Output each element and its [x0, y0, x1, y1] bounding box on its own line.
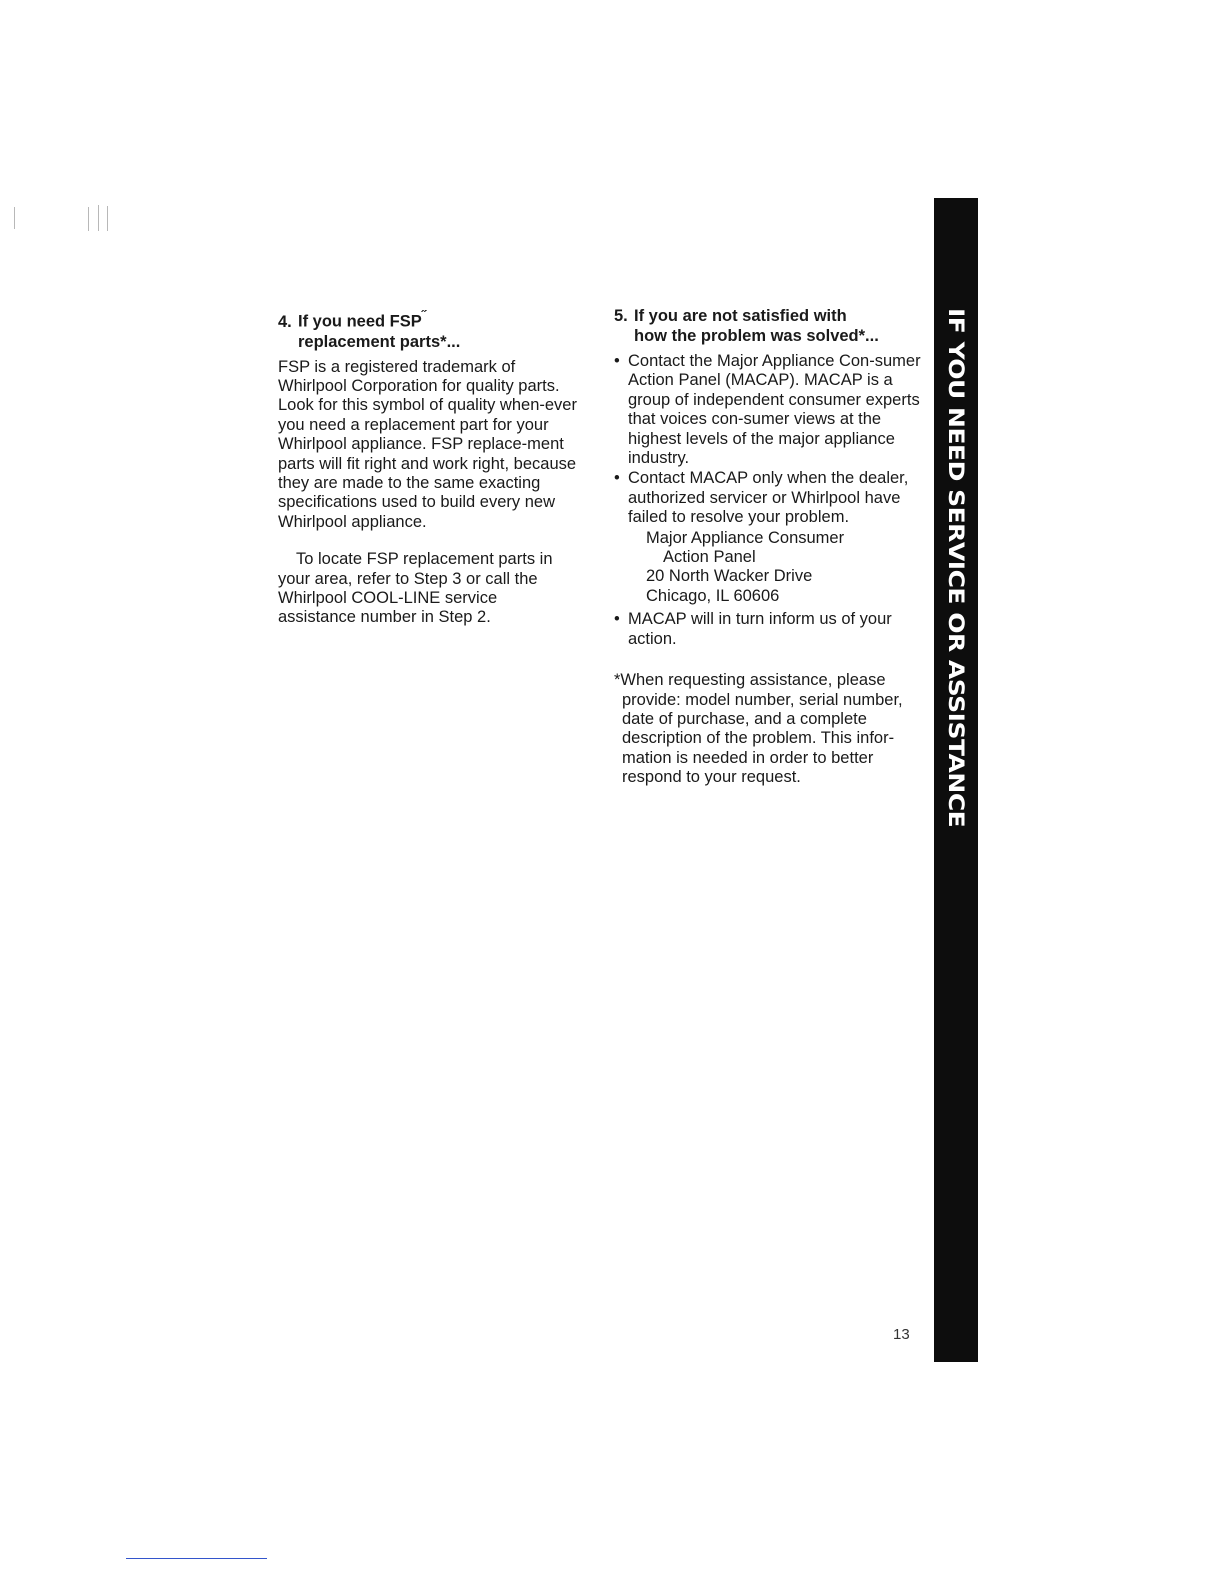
heading-line: how the problem was solved*...: [634, 327, 879, 345]
bullet-item: • MACAP will in turn inform us of your action.: [614, 610, 924, 649]
section-heading: [614, 306, 924, 346]
scan-artifact-mark: [14, 207, 15, 229]
step-number: 4.: [278, 312, 292, 331]
section-not-satisfied: [614, 306, 924, 788]
body-paragraph: To locate FSP replacement parts in your area, refer to Step 3 or call the Whirlpool COOL-LINE service assistance number in Step 2.: [278, 550, 553, 627]
address-line: Action Panel: [663, 548, 756, 567]
page-number: 13: [893, 1326, 910, 1343]
scan-artifact-mark: [98, 205, 99, 231]
scan-artifact-mark: [88, 207, 89, 231]
bullet-item: • Contact the Major Appliance Con-sumer Action Panel (MACAP). MACAP is a group of independent consumer experts that voices con-sumer views at the highest levels of the major appliance industry.: [614, 352, 924, 468]
scan-artifact-mark: [107, 206, 108, 231]
macap-address: [614, 529, 924, 607]
section-replacement-parts: [278, 306, 578, 628]
bottom-rule: [126, 1558, 267, 1559]
bullet-item: • Contact MACAP only when the dealer, authorized servicer or Whirlpool have failed to resolve your problem.: [614, 469, 924, 527]
side-tab-label: IF YOU NEED SERVICE OR ASSISTANCE: [944, 308, 969, 828]
trademark-mark: ˝: [421, 308, 427, 323]
body-paragraph: FSP is a registered trademark of Whirlpool Corporation for quality parts. Look for this symbol of quality when-ever you need a replacement part for your Whirlpool appliance. FSP replace-ment parts will fit right and work right, because they are made to the same exacting specifications used to build every new Whirlpool appliance.: [278, 357, 577, 531]
address-line: Major Appliance Consumer: [646, 528, 845, 547]
heading-line: If you need FSP: [298, 312, 422, 331]
step-number: 5.: [614, 307, 628, 325]
heading-line: If you are not satisfied with: [634, 307, 847, 325]
footnote: *When requesting assistance, please provide: model number, serial number, date of purchase, and a complete description of the problem. This infor-mation is needed in order to better respond to your request.: [614, 671, 903, 787]
address-line: 20 North Wacker Drive: [646, 567, 813, 586]
section-heading: [278, 306, 578, 352]
heading-line: replacement parts*...: [298, 332, 461, 351]
address-line: Chicago, IL 60606: [646, 586, 780, 605]
section-side-tab: [934, 198, 978, 1362]
